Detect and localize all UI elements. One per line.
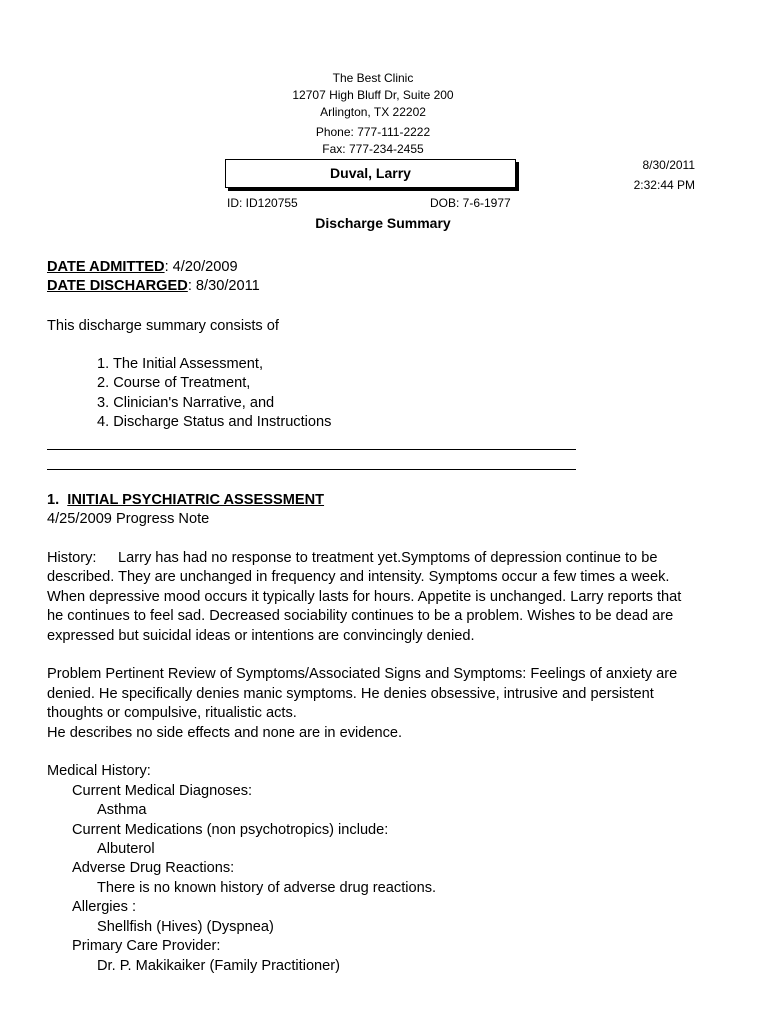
print-date: 8/30/2011 — [642, 158, 695, 172]
review-line: denied. He specifically denies manic symptoms. He denies obsessive, intrusive and persistent — [47, 686, 654, 702]
history-line: expressed but suicidal ideas or intentions are convincingly denied. — [47, 628, 475, 644]
history-line: described. They are unchanged in frequency and intensity. Symptoms occur a few times a week. — [47, 569, 670, 585]
patient-name-box: Duval, Larry — [225, 159, 516, 188]
clinic-phone: Phone: 777-111-2222 — [315, 125, 431, 139]
date-admitted-label: DATE ADMITTED — [47, 259, 165, 275]
divider-line — [47, 449, 576, 450]
pcp-label: Primary Care Provider: — [72, 938, 221, 954]
contents-item: 3. Clinician's Narrative, and — [97, 395, 275, 411]
date-discharged-label: DATE DISCHARGED — [47, 278, 188, 294]
document-title: Discharge Summary — [315, 215, 451, 231]
review-line: Problem Pertinent Review of Symptoms/Associated Signs and Symptoms: Feelings of anxiety are — [47, 666, 678, 682]
intro-text: This discharge summary consists of — [47, 318, 279, 334]
review-line: thoughts or compulsive, ritualistic acts. — [47, 705, 297, 721]
pcp-value: Dr. P. Makikaiker (Family Practitioner) — [97, 958, 341, 974]
date-admitted-value: : 4/20/2009 — [164, 259, 238, 275]
contents-item: 2. Course of Treatment, — [97, 375, 251, 391]
date-discharged-value: : 8/30/2011 — [187, 278, 260, 294]
date-admitted — [47, 258, 238, 278]
allergies-label: Allergies : — [72, 899, 137, 915]
section-1-heading — [47, 491, 324, 511]
contents-item: 4. Discharge Status and Instructions — [97, 414, 332, 430]
adverse-reactions-label: Adverse Drug Reactions: — [72, 860, 235, 876]
clinic-address-line2: Arlington, TX 22202 — [320, 105, 426, 119]
date-discharged — [47, 277, 260, 297]
clinic-fax: Fax: 777-234-2455 — [322, 142, 424, 156]
history-label: History: — [47, 550, 97, 566]
medications-label: Current Medications (non psychotropics) include: — [72, 822, 389, 838]
review-line: He describes no side effects and none are in evidence. — [47, 725, 403, 741]
diagnoses-label: Current Medical Diagnoses: — [72, 783, 253, 799]
clinic-name: The Best Clinic — [332, 71, 414, 85]
history-line: When depressive mood occurs it typically lasts for hours. Appetite is unchanged. Larry reports that — [47, 589, 682, 605]
diagnoses-value: Asthma — [97, 802, 147, 818]
history-line: Larry has had no response to treatment yet.Symptoms of depression continue to be — [118, 550, 658, 566]
section-1-number: 1. — [47, 492, 60, 508]
progress-note-date: 4/25/2009 Progress Note — [47, 511, 210, 527]
allergies-value: Shellfish (Hives) (Dyspnea) — [97, 919, 274, 935]
section-1-title: INITIAL PSYCHIATRIC ASSESSMENT — [67, 492, 325, 508]
medical-history-title: Medical History: — [47, 763, 151, 779]
clinic-address-line1: 12707 High Bluff Dr, Suite 200 — [292, 88, 454, 102]
adverse-reactions-value: There is no known history of adverse drug reactions. — [97, 880, 437, 896]
medications-value: Albuterol — [97, 841, 155, 857]
patient-id: ID: ID120755 — [227, 196, 298, 210]
patient-dob: DOB: 7-6-1977 — [430, 196, 511, 210]
print-time: 2:32:44 PM — [633, 178, 695, 192]
history-line: he continues to feel sad. Decreased sociability continues to be a problem. Wishes to be dead are — [47, 608, 674, 624]
divider-line — [47, 469, 576, 470]
contents-item: 1. The Initial Assessment, — [97, 356, 264, 372]
